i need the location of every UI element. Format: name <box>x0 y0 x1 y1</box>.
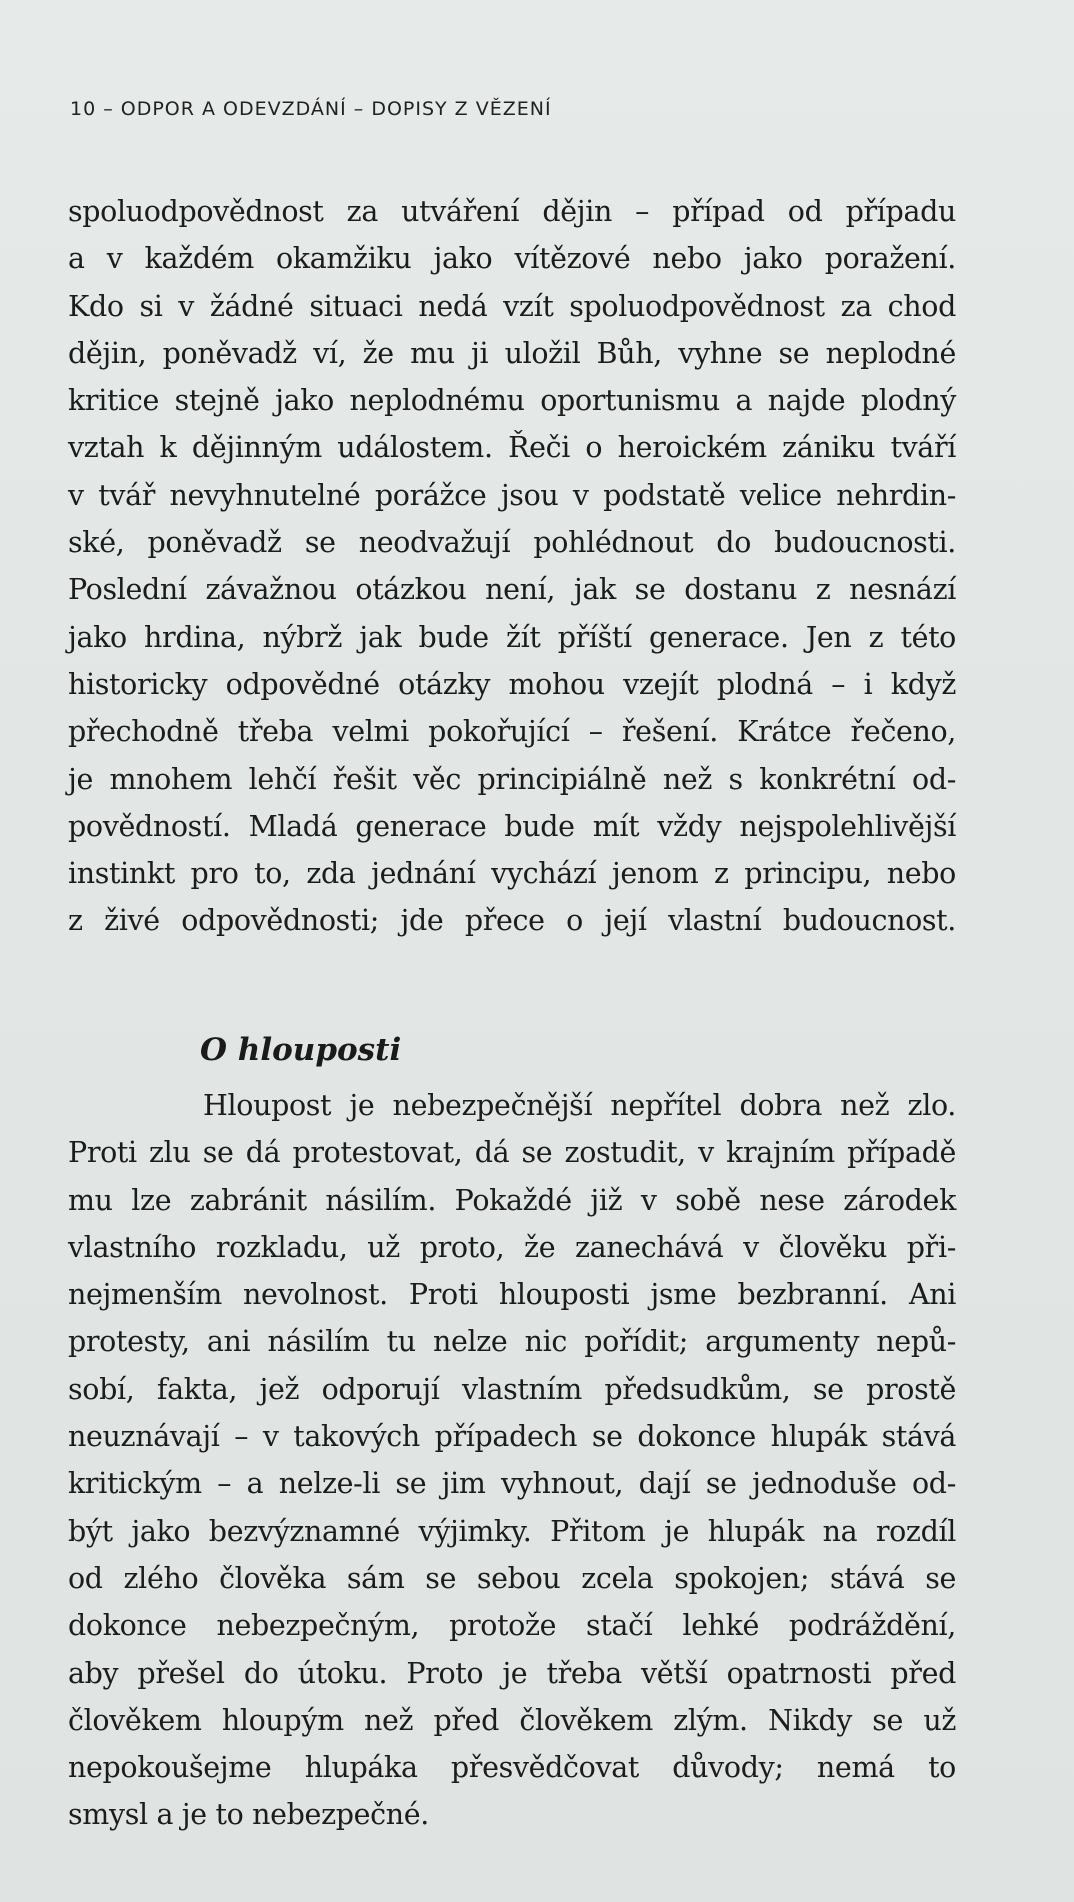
text-line: v tvář nevyhnutelné porážce jsou v podstatě velice nehrdin- <box>68 478 956 512</box>
text-line: člověkem hloupým než před člověkem zlým. Nikdy se už <box>68 1703 956 1737</box>
text-line: kritice stejně jako neplodnému oportunismu a najde plodný <box>68 384 956 418</box>
text-line: Proti zlu se dá protestovat, dá se zostudit, v krajním případě <box>68 1136 956 1170</box>
text-line: spoluodpovědnost za utváření dějin – případ od případu <box>68 195 956 228</box>
text-line: mu lze zabránit násilím. Pokaždé již v sobě nese zárodek <box>68 1183 956 1217</box>
text-line: aby přešel do útoku. Proto je třeba větší opatrnosti před <box>68 1656 956 1690</box>
text-line: Poslední závažnou otázkou není, jak se dostanu z nesnází <box>68 573 956 607</box>
text-line: přechodně třeba velmi pokořující – řešení. Krátce řečeno, <box>68 715 956 749</box>
text-line: instinkt pro to, zda jednání vychází jenom z principu, nebo <box>68 857 956 891</box>
text-line: dokonce nebezpečným, protože stačí lehké podráždění, <box>68 1609 956 1643</box>
running-head: 10 – ODPOR A ODEVZDÁNÍ – DOPISY Z VĚZENÍ <box>70 98 552 120</box>
text-line: být jako bezvýznamné výjimky. Přitom je hlupák na rozdíl <box>68 1514 956 1548</box>
text-line: od zlého člověka sám se sebou zcela spokojen; stává se <box>68 1561 956 1595</box>
text-line: kritickým – a nelze-li se jim vyhnout, dají se jednoduše od- <box>68 1467 956 1501</box>
text-line: vlastního rozkladu, už proto, že zanechává v člověku při- <box>68 1230 956 1264</box>
text-line: je mnohem lehčí řešit věc principiálně než s konkrétní od- <box>68 762 956 796</box>
text-line: dějin, poněvadž ví, že mu ji uložil Bůh, vyhne se neplodné <box>68 336 956 370</box>
text-line: povědností. Mladá generace bude mít vždy nejspolehlivější <box>68 809 956 843</box>
section-heading: O hlouposti <box>200 1032 402 1068</box>
text-line: ské, poněvadž se neodvažují pohlédnout do budoucnosti. <box>68 526 956 560</box>
paragraph-stupidity <box>68 1082 956 1839</box>
text-line: Kdo si v žádné situaci nedá vzít spoluodpovědnost za chod <box>68 289 956 323</box>
text-line: jako hrdina, nýbrž jak bude žít příští generace. Jen z této <box>68 620 956 654</box>
text-line: historicky odpovědné otázky mohou vzejít plodná – i když <box>68 667 956 701</box>
text-line: sobí, fakta, jež odporují vlastním předsudkům, se prostě <box>68 1372 956 1406</box>
text-line: protesty, ani násilím tu nelze nic pořídit; argumenty nepů- <box>68 1325 956 1359</box>
text-line: nepokoušejme hlupáka přesvědčovat důvody; nemá to <box>68 1751 956 1785</box>
text-line: neuznávají – v takových případech se dokonce hlupák stává <box>68 1420 956 1454</box>
text-line: a v každém okamžiku jako vítězové nebo jako poražení. <box>68 242 956 276</box>
text-line: smysl a je to nebezpečné. <box>68 1798 429 1832</box>
text-line: nejmenším nevolnost. Proti hlouposti jsme bezbranní. Ani <box>68 1278 956 1312</box>
text-line: vztah k dějinným událostem. Řeči o heroickém zániku tváří <box>68 431 956 465</box>
text-line: z živé odpovědnosti; jde přece o její vlastní budoucnost. <box>68 904 956 938</box>
paragraph-responsibility <box>68 188 956 945</box>
text-line: Hloupost je nebezpečnější nepřítel dobra než zlo. <box>203 1089 956 1122</box>
